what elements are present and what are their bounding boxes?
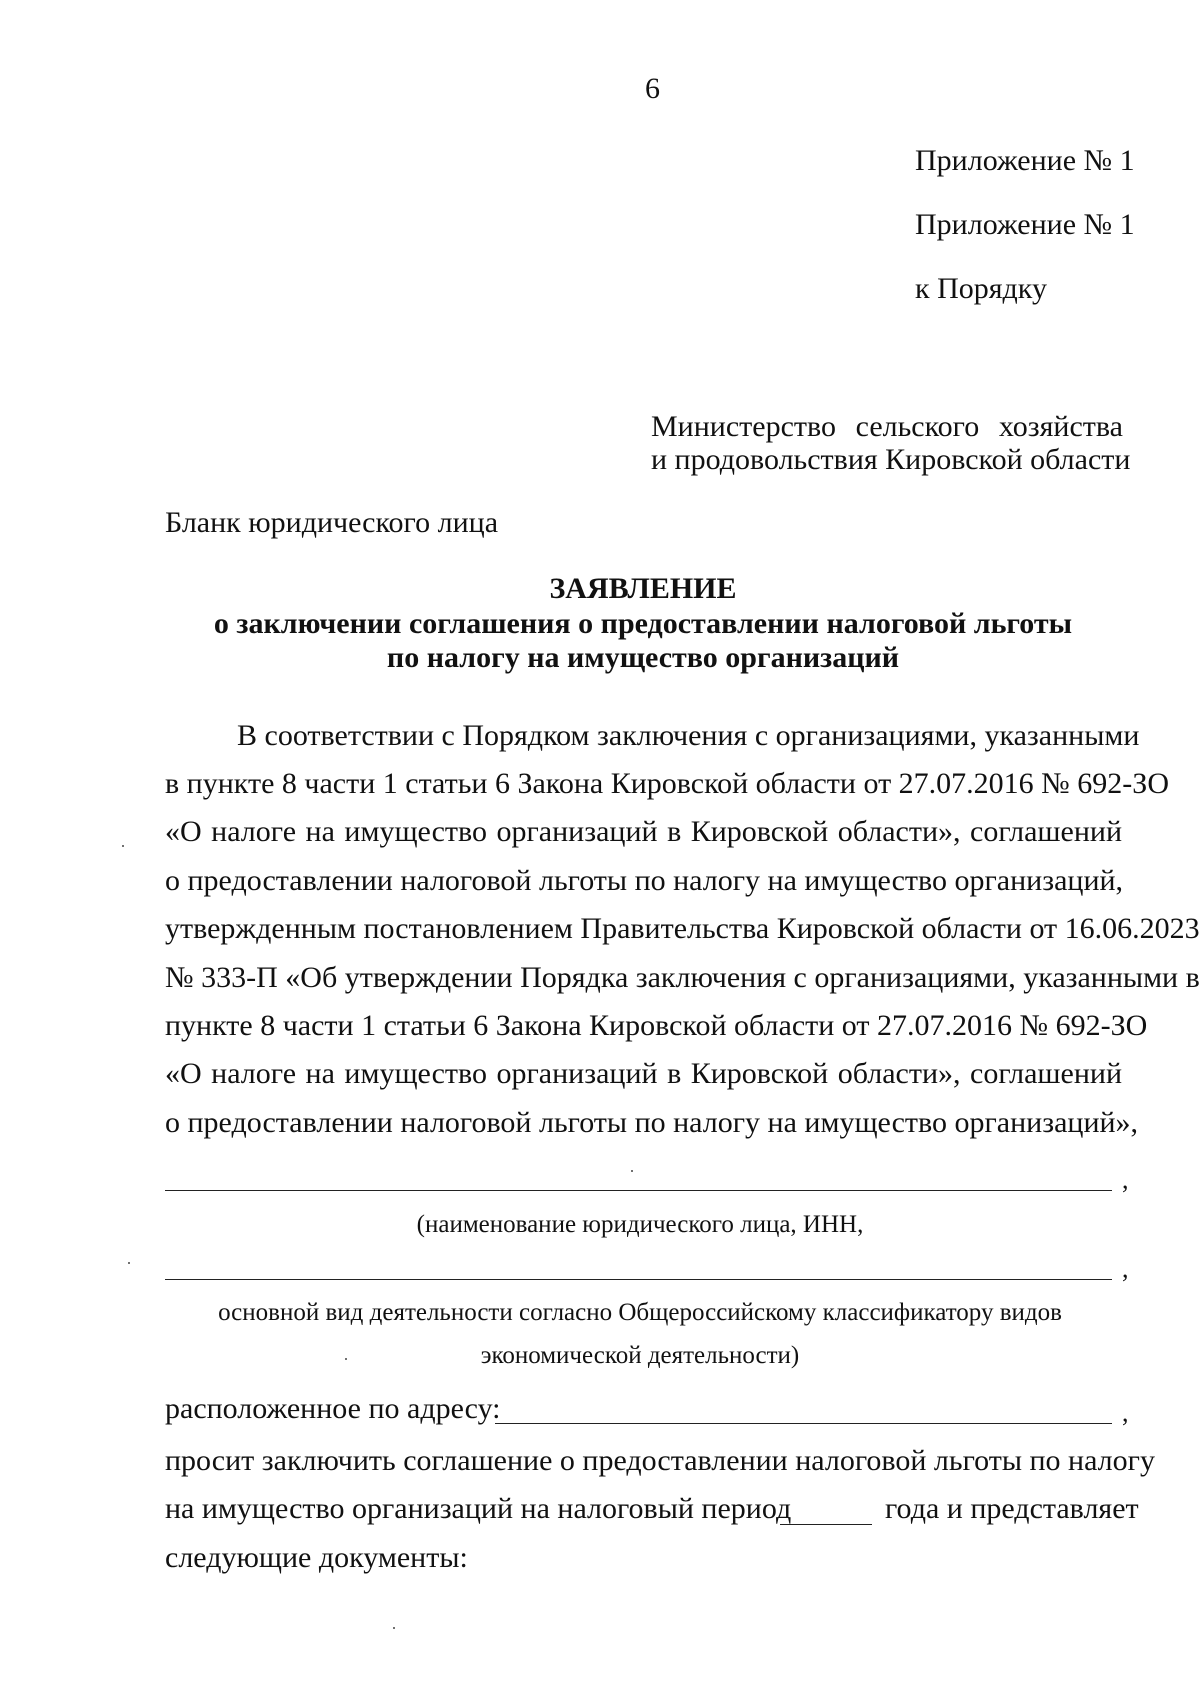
body-line-6: № 333-П «Об утверждении Порядка заключения с организациями, указанными в [165,961,1200,994]
scan-speck [393,1627,395,1629]
recipient-line-2: и продовольствия Кировской области [651,443,1131,476]
name-inn-comma: , [1122,1165,1129,1194]
scan-speck [631,1170,633,1172]
request-line-3: следующие документы: [165,1541,468,1574]
document-subtitle-2: по налогу на имущество организаций [386,641,900,674]
request-line-1: просит заключить соглашение о предоставлении налоговой льготы по налогу [165,1444,1155,1477]
scan-speck [128,1262,130,1264]
page-number: 6 [645,72,660,105]
body-line-7: пункте 8 части 1 статьи 6 Закона Кировской области от 27.07.2016 № 692-ЗО [165,1009,1148,1042]
body-line-4: о предоставлении налоговой льготы по налогу на имущество организаций, [165,864,1124,897]
okved-caption-1: основной вид деятельности согласно Общероссийскому классификатору видов [218,1299,1062,1326]
recipient-line-1: Министерство сельского хозяйства [651,410,1123,443]
request-line-2-start: на имущество организаций на налоговый период [165,1492,792,1525]
document-subtitle-1: о заключении соглашения о предоставлении налоговой льготы [213,607,1073,640]
request-line-2-end: года и представляет [885,1492,1139,1525]
body-line-9: о предоставлении налоговой льготы по налогу на имущество организаций», [165,1106,1139,1139]
body-line-5: утвержденным постановлением Правительства Кировской области от 16.06.2023 [165,912,1200,945]
address-comma: , [1122,1398,1129,1427]
okved-comma: , [1122,1254,1129,1283]
okved-field[interactable] [165,1279,1112,1280]
tax-period-field[interactable] [780,1524,872,1525]
scan-speck [122,845,124,847]
body-line-3: «О налоге на имущество организаций в Кировской области», соглашений [165,815,1122,848]
okved-caption-2: экономической деятельности) [480,1342,800,1369]
document-title: ЗАЯВЛЕНИЕ [549,572,737,605]
body-line-8: «О налоге на имущество организаций в Кировской области», соглашений [165,1057,1122,1090]
name-inn-caption: (наименование юридического лица, ИНН, [416,1211,864,1238]
appendix-label-2: Приложение № 1 [915,208,1135,241]
body-line-1: В соответствии с Порядком заключения с организациями, указанными [237,719,1140,752]
appendix-label-1: Приложение № 1 [915,144,1135,177]
appendix-to-order: к Порядку [915,272,1047,305]
address-field[interactable] [495,1423,1112,1424]
address-label: расположенное по адресу: [165,1392,501,1425]
body-line-2: в пункте 8 части 1 статьи 6 Закона Кировской области от 27.07.2016 № 692-ЗО [165,767,1169,800]
name-inn-field[interactable] [165,1190,1112,1191]
letterhead-label: Бланк юридического лица [165,506,499,539]
scan-speck [345,1358,347,1360]
